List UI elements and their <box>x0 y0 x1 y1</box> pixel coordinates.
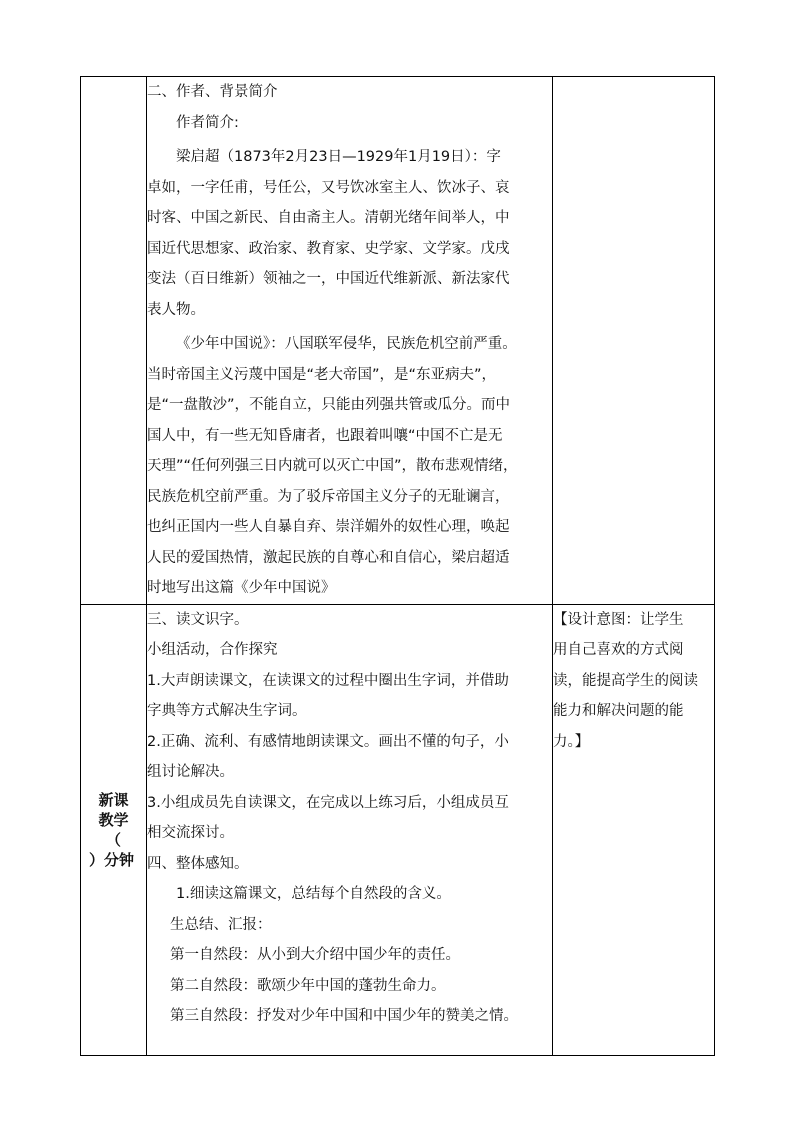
section-heading: 三、读文识字。 <box>147 611 249 628</box>
section-heading: 二、作者、背景简介 <box>147 84 278 100</box>
design-note-line: 能力和解决问题的能 <box>553 703 684 719</box>
text-line: 人民的爱国热情，激起民族的自尊心和自信心，梁启超适 <box>147 549 510 566</box>
text-line: 《少年中国说》：八国联军侵华，民族危机空前严重。 <box>176 336 517 352</box>
side-label: ）分钟 <box>89 850 135 869</box>
text-line: 是“一盘散沙”，不能自立，只能由列强共管或瓜分。而中 <box>147 397 511 413</box>
text-line: 天理”“任何列强三日内就可以灭亡中国”，散布悲观情绪， <box>147 458 518 474</box>
side-cell-empty <box>81 77 147 605</box>
table-row <box>81 604 715 1055</box>
background-paragraph <box>147 329 552 604</box>
design-note-line: 读，能提高学生的阅读 <box>553 672 698 689</box>
author-label: 作者简介: <box>176 114 239 131</box>
text-line: 表人物。 <box>147 301 205 318</box>
text-line: 组讨论解决。 <box>147 764 234 780</box>
side-label: （ <box>105 830 121 849</box>
text-line: 1.细读这篇课文，总结每个自然段的含义。 <box>176 886 451 902</box>
text-line: 第一自然段：从小到大介绍中国少年的责任。 <box>170 947 460 963</box>
side-label: 新课 <box>98 790 129 809</box>
text-line: 国人中，有一些无知昏庸者，也跟着叫嚷“中国不亡是无 <box>147 427 503 444</box>
section-heading: 四、整体感知。 <box>147 855 249 872</box>
note-cell-empty <box>553 77 715 605</box>
text-line: 梁启超（1873年2月23日—1929年1月19日）：字 <box>176 149 501 165</box>
text-line: 变法（百日维新）领袖之一，中国近代维新派、新法家代 <box>147 271 510 287</box>
text-line: 卓如，一字任甫，号任公，又号饮冰室主人、饮冰子、哀 <box>147 179 510 196</box>
text-line: 也纠正国内一些人自暴自弃、崇洋媚外的奴性心理，唤起 <box>147 519 510 535</box>
text-line: 2.正确、流利、有感情地朗读课文。画出不懂的句子，小 <box>147 733 509 750</box>
content-cell-reading <box>147 604 553 1055</box>
text-line: 民族危机空前严重。为了驳斥帝国主义分子的无耻谰言， <box>147 488 510 505</box>
text-line: 时客、中国之新民、自由斋主人。清朝光绪年间举人，中 <box>147 210 510 226</box>
design-note-line: 用自己喜欢的方式阅 <box>553 642 684 658</box>
text-line: 3.小组成员先自读课文，在完成以上练习后，小组成员互 <box>147 794 509 811</box>
text-line: 国近代思想家、政治家、教育家、史学家、文学家。戊戌 <box>147 240 510 257</box>
table-row <box>81 77 715 605</box>
design-note-line: 力。】 <box>553 733 590 750</box>
text-line: 字典等方式解决生字词。 <box>147 703 307 719</box>
side-label-cell <box>81 604 147 1055</box>
text-line: 相交流探讨。 <box>147 825 234 841</box>
text-line: 第三自然段：抒发对少年中国和中国少年的赞美之情。 <box>170 1008 518 1024</box>
text-line: 时地写出这篇《少年中国说》 <box>147 580 336 596</box>
side-label: 教学 <box>98 810 129 829</box>
text-line: 当时帝国主义污蔑中国是“老大帝国”，是“东亚病夫”， <box>147 366 497 383</box>
design-note-line: 【设计意图：让学生 <box>553 611 684 628</box>
text-line: 生总结、汇报： <box>170 916 272 933</box>
text-line: 小组活动，合作探究 <box>147 642 278 658</box>
design-intent-cell <box>553 604 715 1055</box>
lesson-plan-table <box>80 76 715 1056</box>
content-cell-author-background <box>147 77 553 605</box>
author-paragraph <box>147 142 552 325</box>
text-line: 1.大声朗读课文，在读课文的过程中圈出生字词，并借助 <box>147 672 509 689</box>
text-line: 第二自然段：歌颂少年中国的蓬勃生命力。 <box>170 977 446 994</box>
